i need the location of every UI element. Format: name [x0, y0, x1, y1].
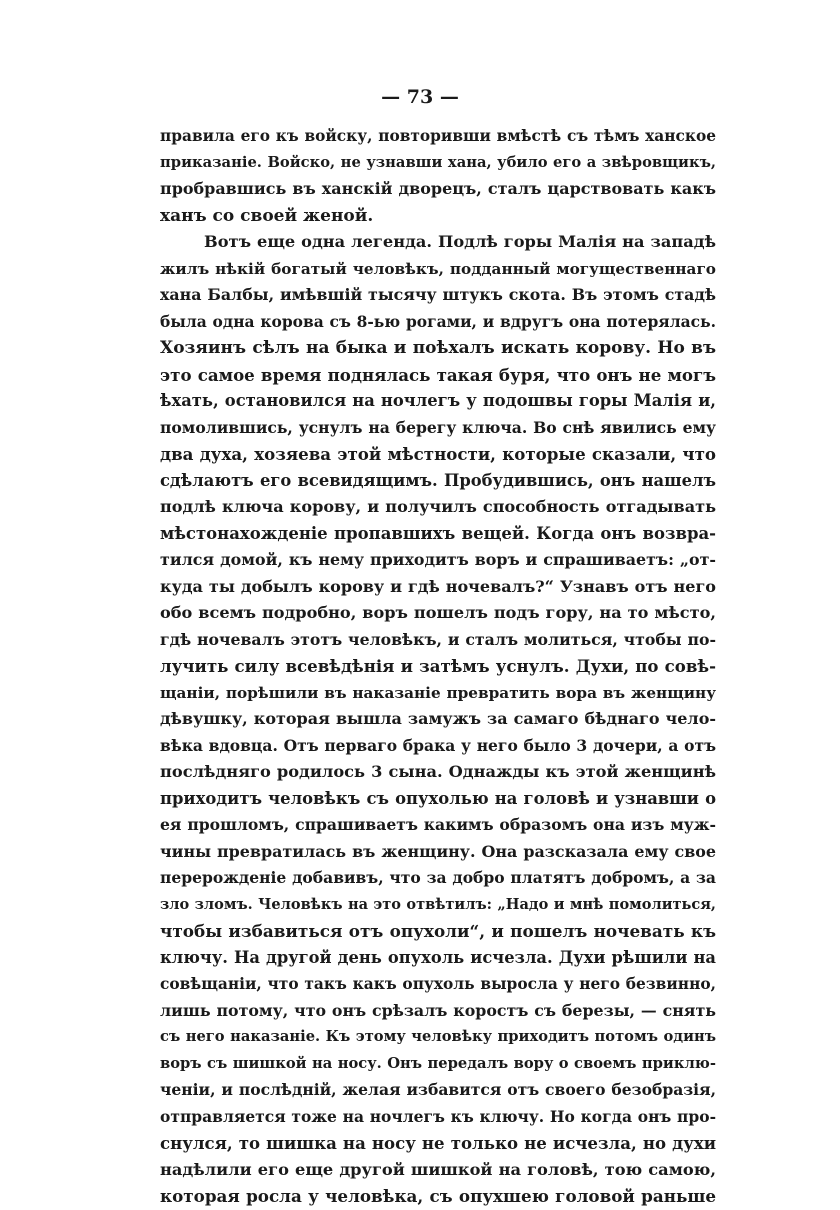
text-line: ключу. На другой день опухоль исчезла. Духи рѣшили на — [160, 947, 716, 967]
text-line: приказаніе. Войско, не узнавши хана, убило его а звѣровщикъ, — [160, 153, 716, 171]
text-line: ея прошломъ, спрашиваетъ какимъ образомъ она изъ муж- — [160, 815, 716, 834]
text-line: зло зломъ. Человѣкъ на это отвѣтилъ: „Надо и мнѣ помолиться, — [160, 895, 716, 913]
text-line: съ него наказаніе. Къ этому человѣку приходитъ потомъ одинъ — [160, 1028, 716, 1045]
text-line: чины превратилась въ женщину. Она разсказала ему свое — [160, 841, 716, 861]
text-line: послѣдняго родилось 3 сына. Однажды къ этой женщинѣ — [160, 762, 716, 781]
text-line: куда ты добылъ корову и гдѣ ночевалъ?“ Узнавъ отъ него — [160, 576, 716, 596]
text-line: тился домой, къ нему приходитъ воръ и спрашиваетъ: „от- — [160, 550, 716, 569]
text-line: гдѣ ночевалъ этотъ человѣкъ, и сталъ молиться, чтобы по- — [160, 629, 716, 649]
paragraph-start-line: Вотъ еще одна легенда. Подлѣ горы Малія на западѣ — [204, 232, 716, 251]
text-line: была одна корова съ 8-ью рогами, и вдругъ она потерялась. — [160, 311, 716, 331]
text-line: лишь потому, что онъ срѣзалъ коростъ съ березы, — снять — [160, 1000, 716, 1020]
body-text — [160, 123, 716, 1210]
text-line: перерожденіе добавивъ, что за добро платятъ добромъ, а за — [160, 868, 716, 887]
text-line: ѣхать, остановился на ночлегъ у подошвы горы Малія и, — [160, 391, 716, 410]
text-line: хана Балбы, имѣвшій тысячу штукъ скота. Въ этомъ стадѣ — [160, 285, 716, 304]
text-line: вѣка вдовца. Отъ перваго брака у него было 3 дочери, а отъ — [160, 735, 716, 755]
text-line: воръ съ шишкой на носу. Онъ передалъ вору о своемъ приклю- — [160, 1054, 716, 1072]
page-number: — 73 — — [381, 86, 459, 108]
text-line: мѣстонахожденіе пропавшихъ вещей. Когда онъ возвра- — [160, 523, 716, 543]
text-line: это самое время поднялась такая буря, что онъ не могъ — [160, 364, 716, 385]
text-line: щаніи, порѣшили въ наказаніе превратить вора въ женщину — [160, 683, 716, 702]
text-line: сдѣлаютъ его всевидящимъ. Пробудившись, онъ нашелъ — [160, 470, 716, 490]
text-line: которая росла у человѣка, съ опухшею головой раньше — [160, 1186, 716, 1206]
text-line: дѣвушку, которая вышла замужъ за самаго бѣднаго чело- — [160, 709, 716, 728]
text-line: подлѣ ключа корову, и получилъ способность отгадывать — [160, 497, 716, 516]
text-line: помолившись, уснулъ на берегу ключа. Во снѣ явились ему — [160, 417, 716, 437]
text-line: жилъ нѣкій богатый человѣкъ, подданный могущественнаго — [160, 259, 716, 278]
text-line: чтобы избавиться отъ опухоли“, и пошелъ ночевать къ — [160, 921, 716, 941]
text-line: снулся, то шишка на носу не только не исчезла, но духи — [160, 1133, 716, 1153]
text-line: надѣлили его еще другой шишкой на головѣ, тою самою, — [160, 1159, 716, 1179]
text-line: пробравшись въ ханскій дворецъ, сталъ царствовать какъ — [160, 179, 716, 198]
text-line: ченіи, и послѣдній, желая избавится отъ своего безобразія, — [160, 1080, 716, 1099]
text-line: лучить силу всевѣдѣнія и затѣмъ уснулъ. Духи, по совѣ- — [160, 656, 716, 676]
text-line: ханъ со своей женой. — [160, 205, 374, 226]
text-line: отправляется тоже на ночлегъ къ ключу. Но когда онъ про- — [160, 1106, 716, 1126]
text-line: правила его къ войску, повторивши вмѣстѣ съ тѣмъ ханское — [160, 127, 716, 145]
text-line: совѣщаніи, что такъ какъ опухоль выросла у него безвинно, — [160, 975, 716, 993]
text-line: Хозяинъ сѣлъ на быка и поѣхалъ искать корову. Но въ — [160, 338, 716, 358]
text-line: приходитъ человѣкъ съ опухолью на головѣ и узнавши о — [160, 788, 716, 808]
text-line: два духа, хозяева этой мѣстности, которые сказали, что — [160, 444, 716, 464]
text-line: обо всемъ подробно, воръ пошелъ подъ гору, на то мѣсто, — [160, 603, 716, 622]
